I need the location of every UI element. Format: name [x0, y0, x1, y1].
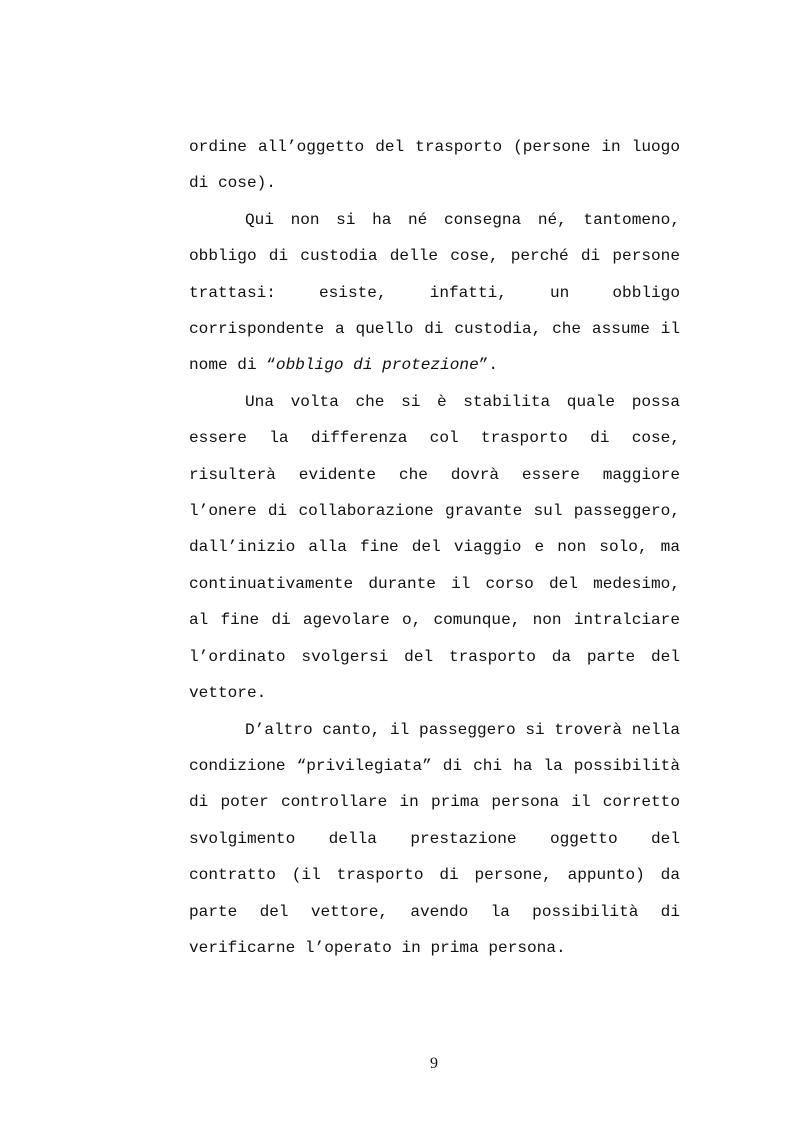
- paragraph-2-italic-term: obbligo di protezione: [275, 356, 479, 375]
- page-number: 9: [430, 1055, 438, 1072]
- paragraph-4-text: D’altro canto, il passeggero si troverà nella condizione “privilegiata” di chi ha la possibilità di poter controllare in prima persona il corretto svolgimento della prestazione oggetto del contratto (il trasporto di persone, appunto) da parte del vettore, avendo la possibilità di verificarne l’operato in prima persona.: [189, 720, 680, 957]
- paragraph-2: [189, 202, 680, 384]
- paragraph-1-text: ordine all’oggetto del trasporto (persone in luogo di cose).: [189, 138, 680, 193]
- paragraph-2-text-after: ”.: [478, 356, 499, 375]
- paragraph-3: [189, 384, 680, 712]
- paragraph-2-text-before: Qui non si ha né consegna né, tantomeno, obbligo di custodia delle cose, perché di persone trattasi: esiste, infatti, un obbligo corrispondente a quello di custodia, che assume il nome di “: [189, 210, 680, 375]
- paragraph-3-text: Una volta che si è stabilita quale possa essere la differenza col trasporto di cose, risulterà evidente che dovrà essere maggiore l’onere di collaborazione gravante sul passeggero, dall’inizio alla fine del viaggio e non solo, ma continuativamente durante il corso del medesimo, al fine di agevolare o, comunque, non intralciare l’ordinato svolgersi del trasporto da parte del vettore.: [189, 392, 680, 703]
- paragraph-4: [189, 712, 680, 967]
- paragraph-1: [189, 129, 680, 202]
- body-text: [189, 129, 680, 966]
